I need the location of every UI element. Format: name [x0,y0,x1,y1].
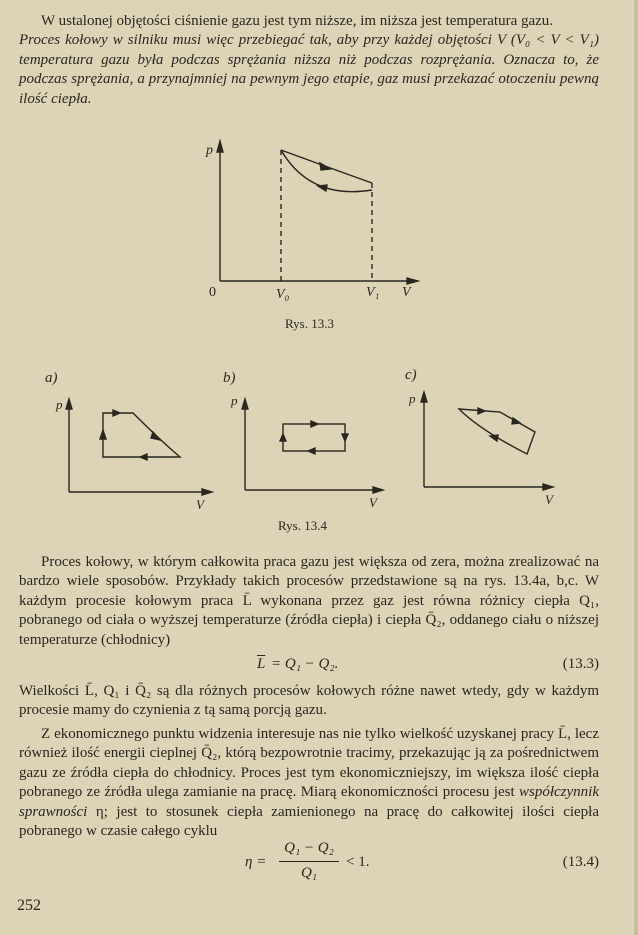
fig1-upper-curve [281,150,372,183]
efficiency-term: współczynnik sprawności [19,784,599,820]
paragraph-1 [19,12,599,109]
fig2a-p-label: p [56,397,63,412]
paragraph-4 [19,725,599,841]
fig1-v-arrow [407,278,418,284]
fig2-caption: Rys. 13.4 [278,518,327,533]
page-number: 252 [17,897,41,914]
fig2c-p-label: p [409,391,416,406]
eq2-denominator: Q₁ [300,865,318,881]
equation-13-4 [19,840,599,892]
fig1-curve-arrow-1 [320,163,330,170]
fig1-v1-label: V₁ [366,285,380,300]
fig2a-v-label: V [196,497,204,512]
fig2b-cycle [283,424,345,451]
fig2a-label: a) [45,370,58,386]
fig1-lower-curve [281,150,372,192]
eq1-rhs: = Q₁ − Q₂. [271,656,339,672]
paragraph-4-part2: η; jest to stosunek ciepła zamienionego na pracę do całkowitej ilości ciepła pobranego w czasie całego cyklu [19,803,599,840]
eq2-rhs: < 1. [346,854,370,870]
fig2b-v-label: V [369,495,377,510]
paragraph-1-line1: W ustalonej objętości ciśnienie gazu jest tym niższe, im niższa jest temperatura gazu. [41,13,554,29]
fig2b-label: b) [223,370,236,386]
fig2c-label: c) [405,367,417,383]
paragraph-1-italic: Proces kołowy w silniku musi więc przebiegać tak, aby przy każdej objętości V (V₀ < V < V₁) temperatura gazu była podczas sprężania niższa niż podczas rozprężania. Oznacza to, że podczas sprężania, a przynajmniej na pewnym jego etapie, gaz musi przekazać otoczeniu pewną ilość ciepła. [19,32,599,107]
fig1-p-label: p [206,143,213,158]
paragraph-2: Proces kołowy, w którym całkowita praca gazu jest większa od zera, można zrealizować na bardzo wiele sposobów. Przykłady takich procesów przedstawione są na rys. 13.4a, b,c. W każdym procesie kołowym praca L̄ wykonana przez gaz jest równa różnicy ciepła Q₁, pobranego od ciała o wyższej temperaturze (źródła ciepła) i ciepła Q̄₂, oddanego ciału o niższej temperaturze (chłodnicy) [19,554,599,648]
eq2-number: (13.4) [562,854,599,870]
paragraph-3: Wielkości L̄, Q₁ i Q̄₂ są dla różnych procesów kołowych różne nawet wtedy, gdy w każdym procesie mamy do czynienia z tą samą porcją gazu. [19,683,599,719]
eq2-numerator: Q₁ − Q₂ [284,840,334,856]
eq2-lhs: η = [245,854,267,870]
eq1-number: (13.3) [562,656,599,672]
fig1-p-arrow [217,141,223,152]
page-edge [634,0,638,935]
fig1-v0-label: V₀ [276,287,290,302]
eq1-lhs: $\overline{L}$ [257,656,266,672]
fig2c-v-label: V [545,492,553,507]
fig1-curve-arrow-2 [318,185,327,191]
fig1-caption: Rys. 13.3 [285,316,334,331]
paragraph-4-part1: Z ekonomicznego punktu widzenia interesuje nas nie tylko wielkość uzyskanej pracy L̄, lecz również ilość energii cieplnej Q̄₂, którą bezpowrotnie tracimy, przekazując ją za pośrednictwem gazu ze źródła ciepła do chłodnicy. Proces jest tym ekonomiczniejszy, im większa ilość ciepła pobranego ze źródła ulega zamianie na pracę. Miarą ekonomiczności procesu jest [19,726,599,801]
fig2c-cycle [459,409,535,454]
eq2-fraction-bar [279,861,339,862]
fig1-origin-label: 0 [209,285,216,300]
fig2a-cycle [103,413,180,457]
fig2b-p-label: p [231,393,238,408]
fig1-v-label: V [402,285,411,300]
equation-13-3 [19,656,599,676]
